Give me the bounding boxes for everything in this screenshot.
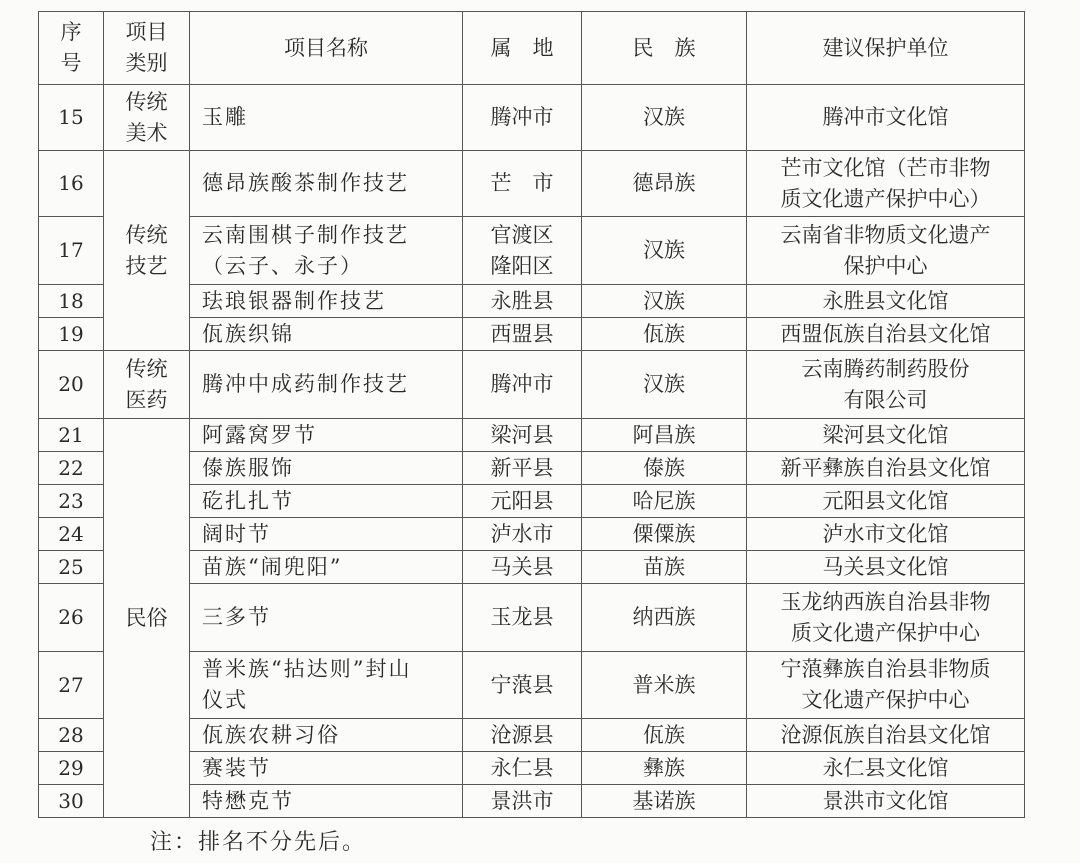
location: 宁蒗县: [463, 652, 582, 719]
ethnicity: 哈尼族: [582, 485, 747, 518]
project-name: 赛装节: [190, 752, 463, 785]
protection-unit: 腾冲市文化馆: [747, 85, 1025, 151]
category-folk-custom: 民俗: [104, 419, 190, 818]
project-name: 腾冲中成药制作技艺: [190, 351, 463, 419]
location: 腾冲市: [463, 351, 582, 419]
location: 玉龙县: [463, 584, 582, 652]
row-number: 25: [39, 551, 104, 584]
ethnicity: 佤族: [582, 318, 747, 351]
ethnicity: 汉族: [582, 85, 747, 151]
heritage-project-table: [38, 11, 1025, 818]
ethnicity: 德昂族: [582, 151, 747, 217]
project-name: 普米族“拈达则”封山 仪式: [190, 652, 463, 719]
location: 腾冲市: [463, 85, 582, 151]
protection-unit: 景洪市文化馆: [747, 785, 1025, 818]
protection-unit: 玉龙纳西族自治县非物 质文化遗产保护中心: [747, 584, 1025, 652]
header-row: [39, 12, 1025, 85]
location: 西盟县: [463, 318, 582, 351]
footnote: 注：排名不分先后。: [150, 830, 367, 855]
header-index: 序 号: [39, 12, 104, 85]
project-name: 珐琅银器制作技艺: [190, 285, 463, 318]
location: 梁河县: [463, 419, 582, 452]
row-number: 16: [39, 151, 104, 217]
location: 马关县: [463, 551, 582, 584]
ethnicity: 基诺族: [582, 785, 747, 818]
project-name: 佤族农耕习俗: [190, 719, 463, 752]
category-traditional-craft: 传统 技艺: [104, 151, 190, 351]
protection-unit: 西盟佤族自治县文化馆: [747, 318, 1025, 351]
protection-unit: 新平彝族自治县文化馆: [747, 452, 1025, 485]
project-name: 玉雕: [190, 85, 463, 151]
project-name: 佤族织锦: [190, 318, 463, 351]
ethnicity: 普米族: [582, 652, 747, 719]
ethnicity: 纳西族: [582, 584, 747, 652]
header-name: 项目名称: [190, 12, 463, 85]
protection-unit: 云南省非物质文化遗产 保护中心: [747, 217, 1025, 285]
header-category: 项目 类别: [104, 12, 190, 85]
project-name: 阿露窝罗节: [190, 419, 463, 452]
project-name: 阔时节: [190, 518, 463, 551]
location: 泸水市: [463, 518, 582, 551]
location: 官渡区 隆阳区: [463, 217, 582, 285]
category-traditional-art: 传统 美术: [104, 85, 190, 151]
protection-unit: 马关县文化馆: [747, 551, 1025, 584]
row-number: 29: [39, 752, 104, 785]
row-number: 18: [39, 285, 104, 318]
location: 新平县: [463, 452, 582, 485]
row-number: 24: [39, 518, 104, 551]
table-row: [39, 351, 1025, 419]
row-number: 17: [39, 217, 104, 285]
ethnicity: 傈僳族: [582, 518, 747, 551]
row-number: 28: [39, 719, 104, 752]
protection-unit: 永仁县文化馆: [747, 752, 1025, 785]
category-traditional-medicine: 传统 医药: [104, 351, 190, 419]
protection-unit: 沧源佤族自治县文化馆: [747, 719, 1025, 752]
project-name: 傣族服饰: [190, 452, 463, 485]
location: 元阳县: [463, 485, 582, 518]
protection-unit: 元阳县文化馆: [747, 485, 1025, 518]
ethnicity: 阿昌族: [582, 419, 747, 452]
protection-unit: 永胜县文化馆: [747, 285, 1025, 318]
project-name: 云南围棋子制作技艺 （云子、永子）: [190, 217, 463, 285]
table-row: [39, 419, 1025, 452]
header-unit: 建议保护单位: [747, 12, 1025, 85]
location: 芒 市: [463, 151, 582, 217]
row-number: 30: [39, 785, 104, 818]
project-name: 特懋克节: [190, 785, 463, 818]
location: 永胜县: [463, 285, 582, 318]
ethnicity: 佤族: [582, 719, 747, 752]
row-number: 22: [39, 452, 104, 485]
table-row: [39, 151, 1025, 217]
project-name: 苗族“闹兜阳”: [190, 551, 463, 584]
row-number: 26: [39, 584, 104, 652]
ethnicity: 彝族: [582, 752, 747, 785]
project-name: 矻扎扎节: [190, 485, 463, 518]
ethnicity: 汉族: [582, 217, 747, 285]
location: 沧源县: [463, 719, 582, 752]
ethnicity: 傣族: [582, 452, 747, 485]
row-number: 23: [39, 485, 104, 518]
project-name: 三多节: [190, 584, 463, 652]
ethnicity: 苗族: [582, 551, 747, 584]
header-ethnicity: 民 族: [582, 12, 747, 85]
row-number: 19: [39, 318, 104, 351]
header-location: 属 地: [463, 12, 582, 85]
protection-unit: 泸水市文化馆: [747, 518, 1025, 551]
protection-unit: 梁河县文化馆: [747, 419, 1025, 452]
row-number: 27: [39, 652, 104, 719]
location: 永仁县: [463, 752, 582, 785]
ethnicity: 汉族: [582, 351, 747, 419]
table-row: [39, 85, 1025, 151]
protection-unit: 宁蒗彝族自治县非物质 文化遗产保护中心: [747, 652, 1025, 719]
protection-unit: 芒市文化馆（芒市非物 质文化遗产保护中心）: [747, 151, 1025, 217]
row-number: 21: [39, 419, 104, 452]
protection-unit: 云南腾药制药股份 有限公司: [747, 351, 1025, 419]
location: 景洪市: [463, 785, 582, 818]
ethnicity: 汉族: [582, 285, 747, 318]
row-number: 20: [39, 351, 104, 419]
row-number: 15: [39, 85, 104, 151]
project-name: 德昂族酸茶制作技艺: [190, 151, 463, 217]
